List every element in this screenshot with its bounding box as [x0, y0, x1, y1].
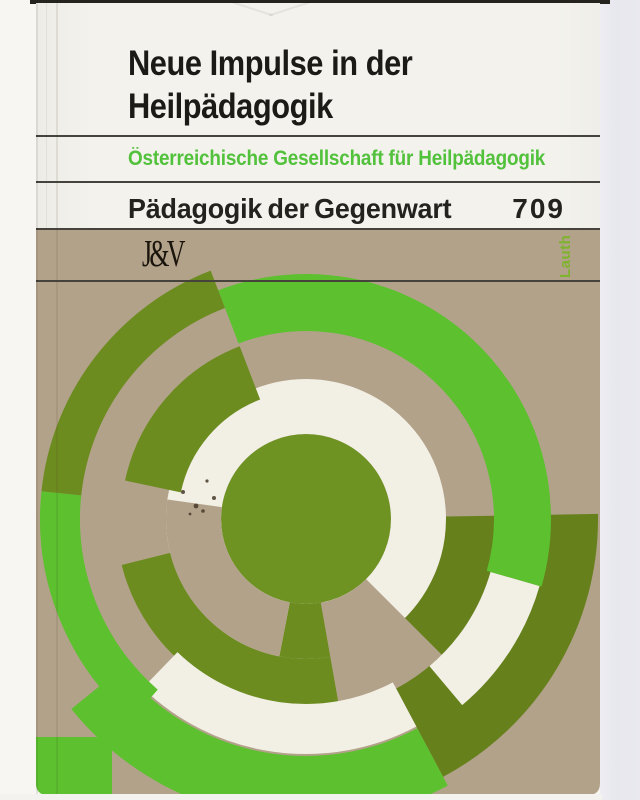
- book-title-line2: Heilpädagogik: [128, 87, 333, 126]
- page-edge-bottom: [0, 794, 602, 800]
- book-title-line1: Neue Impulse in der: [128, 44, 413, 83]
- series-number: 709: [512, 193, 565, 224]
- divider-rule: [36, 135, 600, 137]
- society-line: Österreichische Gesellschaft für Heilpädagogik: [128, 147, 546, 170]
- cover-left-edge-shadow: [36, 3, 38, 795]
- author-name: Lauth: [557, 234, 574, 278]
- spine-crease-light: [46, 3, 47, 229]
- book-title: [128, 42, 412, 128]
- spine-crease: [56, 3, 58, 795]
- divider-rule: [36, 228, 600, 230]
- divider-rule: [36, 280, 600, 282]
- series-title: Pädagogik der Gegenwart: [128, 193, 452, 224]
- divider-rule: [36, 181, 600, 183]
- publisher-logo: J&V: [142, 233, 183, 275]
